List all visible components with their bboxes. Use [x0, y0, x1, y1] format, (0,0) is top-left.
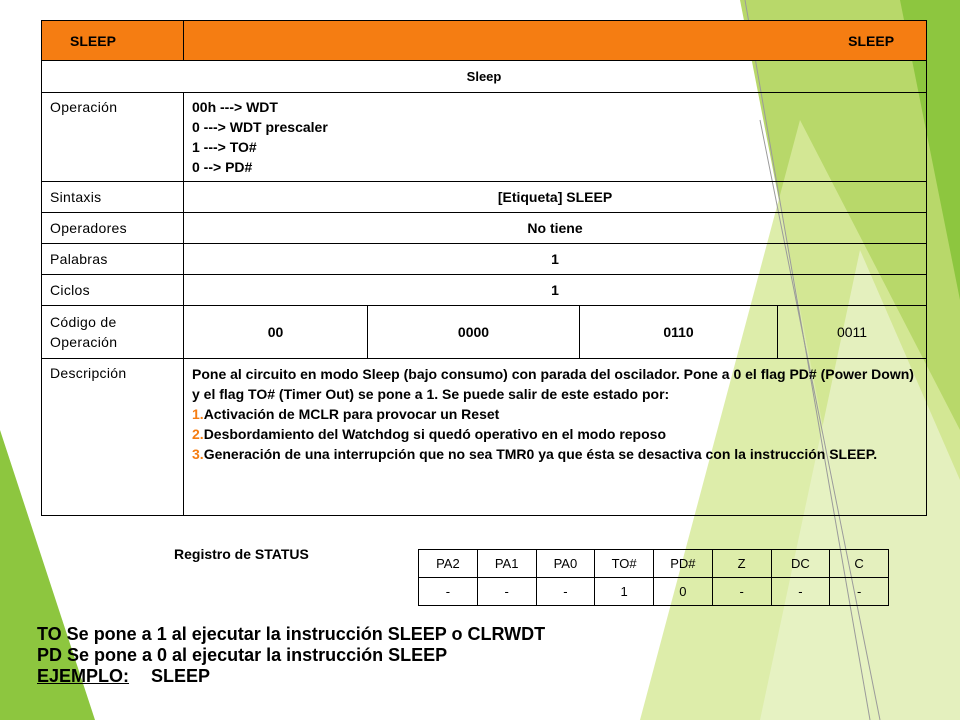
header-row — [42, 21, 927, 61]
status-value-row — [419, 578, 889, 606]
status-header-cell: PD# — [654, 550, 713, 578]
status-register-label: Registro de STATUS — [174, 546, 309, 562]
label-operadores: Operadores — [42, 213, 184, 244]
example-line — [37, 666, 545, 687]
status-header-cell: PA2 — [419, 550, 478, 578]
value-operacion — [184, 93, 927, 182]
operacion-line: 1 ---> TO# — [192, 139, 257, 155]
subtitle-row — [42, 61, 927, 93]
opcode-cell: 0011 — [778, 306, 927, 359]
subtitle: Sleep — [42, 61, 927, 93]
header-right: SLEEP — [184, 21, 927, 61]
list-text: Generación de una interrupción que no sea TMR0 ya que ésta se desactiva con la instrucción SLEEP. — [203, 446, 878, 462]
status-value-cell: - — [830, 578, 889, 606]
operacion-line: 0 ---> WDT prescaler — [192, 119, 328, 135]
row-descripcion — [42, 359, 927, 516]
label-sintaxis: Sintaxis — [42, 182, 184, 213]
list-number: 1. — [192, 406, 204, 422]
descripcion-text-b: (Power Down) y el flag — [192, 366, 914, 402]
label-ciclos: Ciclos — [42, 275, 184, 306]
list-item — [192, 424, 918, 444]
status-header-cell: PA1 — [477, 550, 536, 578]
header-left: SLEEP — [42, 21, 184, 61]
flag-to: TO# — [248, 386, 276, 402]
opcode-cell: 00 — [184, 306, 368, 359]
status-value-cell: - — [712, 578, 771, 606]
status-value-cell: - — [419, 578, 478, 606]
list-item — [192, 404, 918, 424]
status-header-cell: C — [830, 550, 889, 578]
row-operadores — [42, 213, 927, 244]
operacion-line: 0 --> PD# — [192, 159, 253, 175]
row-palabras — [42, 244, 927, 275]
list-text: Activación de MCLR para provocar un Reset — [203, 406, 500, 422]
status-header-cell: TO# — [595, 550, 654, 578]
flag-pd: PD# — [789, 366, 817, 382]
status-value-cell: 0 — [654, 578, 713, 606]
note-pd: PD Se pone a 0 al ejecutar la instrucción SLEEP — [37, 645, 448, 665]
label-codigo-line2: Operación — [50, 334, 118, 350]
status-header-cell: Z — [712, 550, 771, 578]
example-label: EJEMPLO: — [37, 666, 130, 686]
status-register-table — [418, 549, 889, 606]
notes-block — [37, 624, 545, 687]
value-sintaxis: [Etiqueta] SLEEP — [184, 182, 927, 213]
label-operacion: Operación — [42, 93, 184, 182]
list-number: 2. — [192, 426, 204, 442]
descripcion-paragraph — [192, 364, 918, 404]
status-value-cell: - — [477, 578, 536, 606]
list-text: Desbordamiento del Watchdog si quedó operativo en el modo reposo — [203, 426, 666, 442]
status-value-cell: 1 — [595, 578, 654, 606]
value-ciclos: 1 — [184, 275, 927, 306]
descripcion-text-c: (Timer Out) se pone a 1. Se puede salir de este estado por: — [275, 386, 670, 402]
row-ciclos — [42, 275, 927, 306]
value-descripcion — [184, 359, 927, 516]
label-descripcion: Descripción — [42, 359, 184, 516]
opcode-cell: 0000 — [368, 306, 580, 359]
list-number: 3. — [192, 446, 204, 462]
operacion-line: 00h ---> WDT — [192, 99, 278, 115]
label-codigo-line1: Código de — [50, 314, 117, 330]
status-header-cell: PA0 — [536, 550, 595, 578]
status-header-cell: DC — [771, 550, 830, 578]
note-to: TO Se pone a 1 al ejecutar la instrucción SLEEP o CLRWDT — [37, 624, 546, 644]
row-codigo — [42, 306, 927, 359]
value-operadores: No tiene — [184, 213, 927, 244]
row-sintaxis — [42, 182, 927, 213]
label-codigo — [42, 306, 184, 359]
instruction-table — [41, 20, 927, 516]
label-palabras: Palabras — [42, 244, 184, 275]
status-header-row — [419, 550, 889, 578]
list-item — [192, 444, 918, 464]
example-value: SLEEP — [151, 666, 211, 686]
status-value-cell: - — [771, 578, 830, 606]
opcode-cell: 0110 — [580, 306, 778, 359]
status-value-cell: - — [536, 578, 595, 606]
row-operacion — [42, 93, 927, 182]
descripcion-text-a: Pone al circuito en modo Sleep (bajo consumo) con parada del oscilador. Pone a 0 el flag — [192, 366, 790, 382]
value-palabras: 1 — [184, 244, 927, 275]
